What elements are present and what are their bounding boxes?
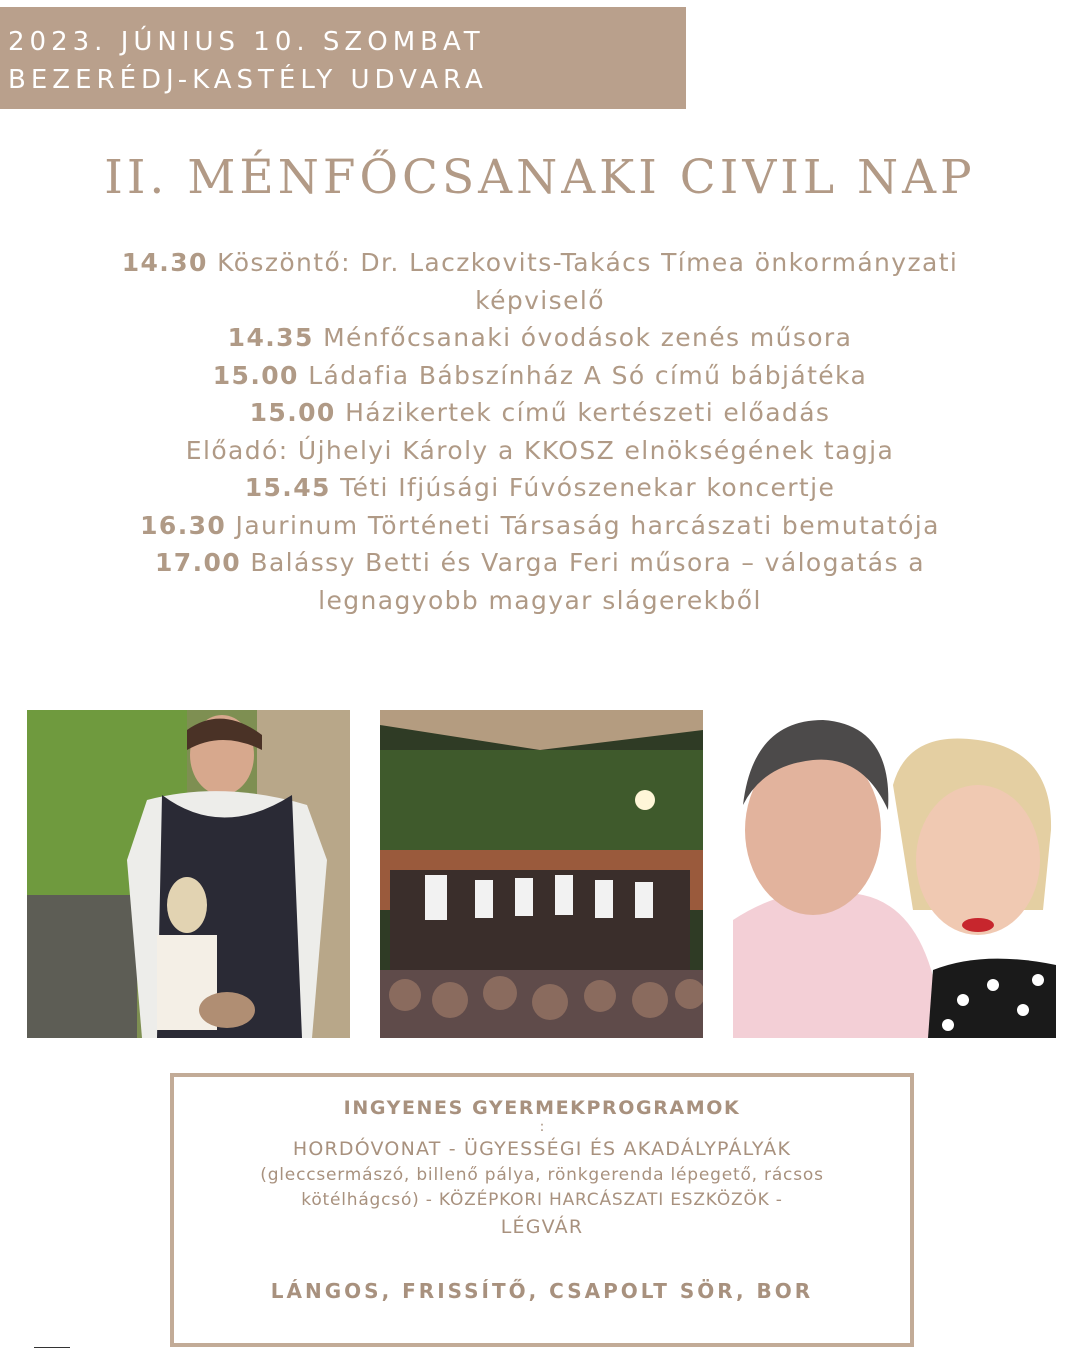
kids-activities-bouncy-castle: LÉGVÁR: [500, 1216, 584, 1238]
event-date: 2023. JÚNIUS 10. SZOMBAT: [8, 27, 485, 57]
program-text: Ládafia Bábszínház A Só című bábjátéka: [298, 360, 868, 390]
kids-colon: :: [539, 1119, 545, 1135]
brass-band-photo: [380, 710, 703, 1038]
program-list: [90, 244, 990, 619]
kids-title: INGYENES GYERMEKPROGRAMOK: [343, 1097, 741, 1119]
program-line: [90, 544, 990, 582]
program-text: Előadó: Újhelyi Károly a KKOSZ elnökségének tagja: [185, 435, 895, 465]
event-venue: BEZERÉDJ-KASTÉLY UDVARA: [8, 65, 488, 95]
kids-activities: HORDÓVONAT - ÜGYESSÉGI ÉS AKADÁLYPÁLYÁK: [292, 1138, 792, 1160]
program-line: [90, 394, 990, 432]
food-drinks: LÁNGOS, FRISSÍTŐ, CSAPOLT SÖR, BOR: [270, 1279, 814, 1303]
program-text: Ménfőcsanaki óvodások zenés műsora: [313, 323, 853, 352]
program-time: 16.30: [140, 510, 227, 540]
program-text: legnagyobb magyar slágerekből: [318, 585, 762, 615]
program-line: [90, 432, 990, 470]
program-line: [90, 244, 990, 282]
program-time: 15.00: [249, 398, 336, 427]
program-line: [90, 282, 990, 320]
date-venue-banner: [0, 7, 686, 109]
program-time: 17.00: [154, 548, 242, 577]
singers-photo: [733, 710, 1056, 1038]
program-time: 15.00: [212, 360, 299, 390]
program-text: Jaurinum Történeti Társaság harcászati bemutatója: [226, 510, 940, 540]
program-text: Köszöntő: Dr. Laczkovits-Takács Tímea önkormányzati: [207, 248, 959, 277]
kids-program-box: [170, 1073, 914, 1347]
puppeteer-photo: [27, 710, 350, 1038]
corner-mark: [34, 1347, 70, 1348]
program-time: 15.45: [244, 473, 331, 502]
kids-activities-detail: (gleccsermászó, billenő pálya, rönkgerenda lépegető, rácsos: [260, 1165, 824, 1185]
program-text: Balássy Betti és Varga Feri műsora – válogatás a: [241, 548, 926, 577]
program-text: képviselő: [475, 285, 605, 315]
program-line: [90, 469, 990, 507]
kids-activities-detail: kötélhágcsó) - KÖZÉPKORI HARCÁSZATI ESZKÖZÖK -: [301, 1190, 783, 1210]
program-line: [90, 357, 990, 395]
event-title: II. MÉNFŐCSANAKI CIVIL NAP: [104, 150, 976, 205]
program-time: 14.35: [227, 323, 314, 352]
program-line: [90, 507, 990, 545]
program-line: [90, 582, 990, 620]
program-line: [90, 319, 990, 357]
program-text: Téti Ifjúsági Fúvószenekar koncertje: [330, 473, 836, 502]
program-time: 14.30: [121, 248, 208, 277]
program-text: Házikertek című kertészeti előadás: [335, 398, 831, 427]
